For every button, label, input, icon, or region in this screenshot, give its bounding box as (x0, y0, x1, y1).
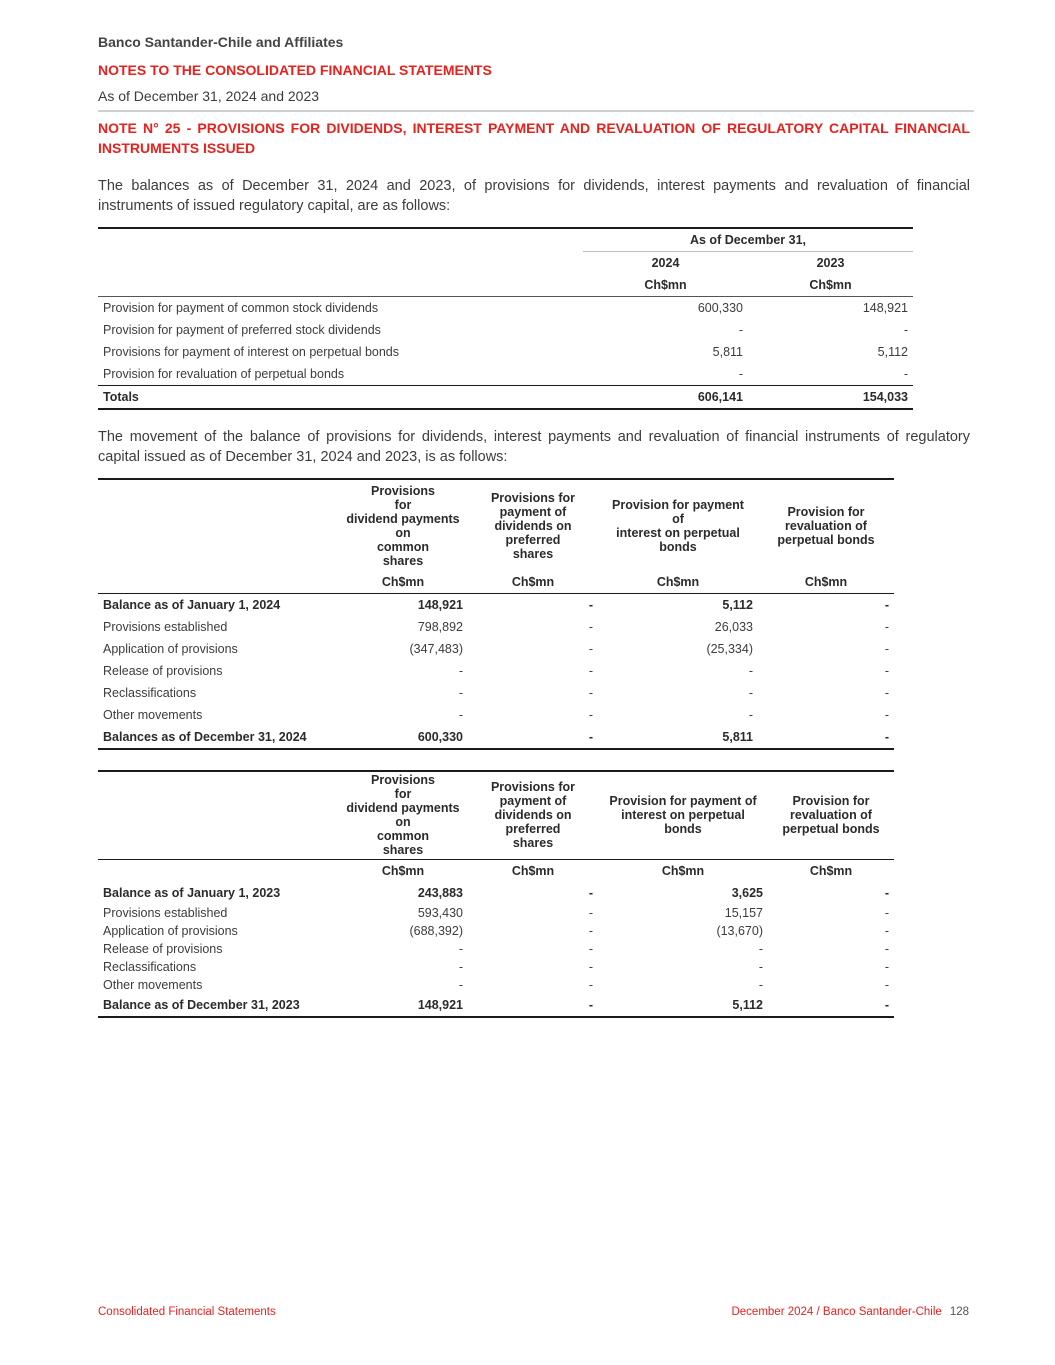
table-row (98, 319, 913, 341)
cell-value: - (588, 730, 593, 744)
header-divider (98, 110, 974, 112)
totals-row (98, 386, 913, 410)
row-label: Reclassifications (103, 686, 197, 700)
cell-value: - (884, 977, 889, 992)
as-of-header: As of December 31, (583, 228, 913, 252)
cell-value: - (458, 941, 463, 956)
cell-value: 798,892 (417, 620, 463, 634)
value-2024: 5,811 (712, 345, 743, 359)
value-2023: - (903, 367, 908, 381)
row-label: Release of provisions (103, 941, 223, 956)
table-row (98, 726, 894, 749)
row-label: Provision for payment of preferred stock dividends (103, 323, 381, 337)
table-row (98, 882, 894, 904)
unit-header: Ch$mn (598, 859, 768, 882)
totals-label: Totals (98, 386, 583, 410)
table-row (98, 297, 913, 320)
unit-header: Ch$mn (381, 575, 425, 589)
cell-value: - (884, 686, 889, 700)
cell-value: - (884, 730, 889, 744)
cell-value: - (458, 708, 463, 722)
unit-header: Ch$mn (768, 859, 894, 882)
cell-value: 5,112 (722, 598, 753, 612)
value-2023: 148,921 (862, 301, 908, 315)
balances-table (98, 227, 913, 410)
page-number: 128 (949, 1306, 969, 1318)
row-label: Provisions established (103, 905, 228, 920)
movement-paragraph: The movement of the balance of provisions for dividends, interest payments and revaluation of financial instruments of regulatory capital issued as of December 31, 2024 and 2023, is as follows: (98, 429, 970, 465)
table-row (98, 704, 894, 726)
cell-value: - (588, 708, 593, 722)
cell-value: 243,883 (417, 885, 463, 900)
intro-paragraph: The balances as of December 31, 2024 and 2023, of provisions for dividends, interest payments and revaluation of financial instruments of issued regulatory capital, are as follows: (98, 178, 970, 214)
cell-value: - (458, 686, 463, 700)
value-2024: 600,330 (697, 301, 743, 315)
column-header: Provisions for dividend payments on common shares (346, 773, 460, 858)
table-row (98, 976, 894, 994)
unit-header: Ch$mn (468, 859, 598, 882)
unit-header: Ch$mn (511, 575, 555, 589)
row-label: Reclassifications (103, 959, 197, 974)
cell-value: - (884, 941, 889, 956)
cell-value: - (588, 959, 593, 974)
note-title: NOTE N° 25 - PROVISIONS FOR DIVIDENDS, INTEREST PAYMENT AND REVALUATION OF REGULATORY CAPITAL FINANCIAL INSTRUMENTS ISSUED (98, 120, 970, 156)
column-header: Provisions for payment of dividends on preferred shares (490, 490, 576, 561)
cell-value: (347,483) (409, 642, 463, 656)
row-label: Provisions established (103, 620, 228, 634)
table-row (98, 341, 913, 363)
row-label: Application of provisions (103, 923, 238, 938)
column-header: Provision for revaluation of perpetual bonds (782, 794, 880, 837)
table-row (98, 940, 894, 958)
table-row (98, 594, 894, 617)
cell-value: 600,330 (417, 730, 463, 744)
footer-title: December 2024 / Banco Santander-Chile (731, 1306, 942, 1318)
cell-value: - (884, 598, 889, 612)
column-header: Provision for revaluation of perpetual bonds (777, 504, 875, 547)
cell-value: - (588, 664, 593, 678)
table-row (98, 363, 913, 386)
footer-left: Consolidated Financial Statements (98, 1306, 276, 1318)
cell-value: - (884, 997, 889, 1012)
table-row (98, 904, 894, 922)
cell-value: - (588, 977, 593, 992)
cell-value: 15,157 (724, 905, 763, 920)
cell-value: 148,921 (417, 598, 463, 612)
cell-value: - (884, 642, 889, 656)
column-header: Provisions for payment of dividends on preferred shares (490, 780, 576, 851)
unit-header: Ch$mn (583, 274, 748, 297)
row-label: Provisions for payment of interest on perpetual bonds (103, 345, 400, 359)
cell-value: - (458, 977, 463, 992)
cell-value: - (588, 598, 593, 612)
cell-value: - (588, 941, 593, 956)
table-row (98, 958, 894, 976)
cell-value: - (884, 664, 889, 678)
cell-value: - (884, 905, 889, 920)
cell-value: - (588, 686, 593, 700)
cell-value: 3,625 (731, 885, 763, 900)
movement-table-2023 (98, 770, 894, 1018)
column-header: Provisions for dividend payments on common shares (346, 483, 460, 568)
cell-value: - (884, 620, 889, 634)
cell-value: 5,112 (732, 997, 763, 1012)
section-title: NOTES TO THE CONSOLIDATED FINANCIAL STATEMENTS (98, 62, 492, 78)
cell-value: - (748, 664, 753, 678)
row-label: Balance as of January 1, 2024 (103, 598, 281, 612)
table-row (98, 616, 894, 638)
cell-value: - (884, 959, 889, 974)
table-row (98, 638, 894, 660)
row-label: Other movements (103, 977, 203, 992)
value-2023: 5,112 (877, 345, 908, 359)
footer-right (731, 1306, 969, 1318)
cell-value: - (588, 997, 593, 1012)
table-row (98, 994, 894, 1017)
unit-header: Ch$mn (338, 859, 468, 882)
table-row (98, 660, 894, 682)
row-label: Balances as of December 31, 2024 (103, 730, 307, 744)
year-header-2024: 2024 (651, 256, 680, 270)
company-name: Banco Santander-Chile and Affiliates (98, 34, 344, 50)
cell-value: - (588, 885, 593, 900)
column-header: Provision for payment of interest on perpetual bonds (612, 497, 744, 554)
cell-value: (688,392) (409, 923, 463, 938)
cell-value: 26,033 (714, 620, 753, 634)
cell-value: - (748, 708, 753, 722)
row-label: Balance as of December 31, 2023 (103, 997, 300, 1012)
total-2024: 606,141 (583, 386, 748, 410)
column-header: Provision for payment of interest on perpetual bonds (609, 794, 757, 837)
total-2023: 154,033 (748, 386, 913, 410)
period-label: As of December 31, 2024 and 2023 (98, 88, 320, 104)
cell-value: - (588, 923, 593, 938)
unit-header: Ch$mn (656, 575, 700, 589)
cell-value: 5,811 (722, 730, 753, 744)
value-2024: - (738, 367, 743, 381)
value-2024: - (738, 323, 743, 337)
cell-value: - (458, 959, 463, 974)
year-header-2023: 2023 (816, 256, 845, 270)
row-label: Balance as of January 1, 2023 (103, 885, 281, 900)
table-row (98, 682, 894, 704)
row-label: Provision for revaluation of perpetual bonds (103, 367, 345, 381)
row-label: Release of provisions (103, 664, 223, 678)
value-2023: - (903, 323, 908, 337)
cell-value: (13,670) (716, 923, 763, 938)
cell-value: - (758, 977, 763, 992)
cell-value: 593,430 (417, 905, 463, 920)
cell-value: - (758, 941, 763, 956)
row-label: Provision for payment of common stock dividends (103, 301, 379, 315)
cell-value: - (884, 708, 889, 722)
table-row (98, 922, 894, 940)
unit-header: Ch$mn (804, 575, 848, 589)
cell-value: - (748, 686, 753, 700)
movement-table-2024 (98, 478, 894, 750)
cell-value: - (884, 923, 889, 938)
cell-value: (25,334) (706, 642, 753, 656)
cell-value: - (588, 642, 593, 656)
row-label: Application of provisions (103, 642, 238, 656)
cell-value: - (884, 885, 889, 900)
cell-value: - (758, 959, 763, 974)
cell-value: - (588, 905, 593, 920)
cell-value: 148,921 (417, 997, 463, 1012)
cell-value: - (458, 664, 463, 678)
cell-value: - (588, 620, 593, 634)
unit-header: Ch$mn (748, 274, 913, 297)
row-label: Other movements (103, 708, 203, 722)
